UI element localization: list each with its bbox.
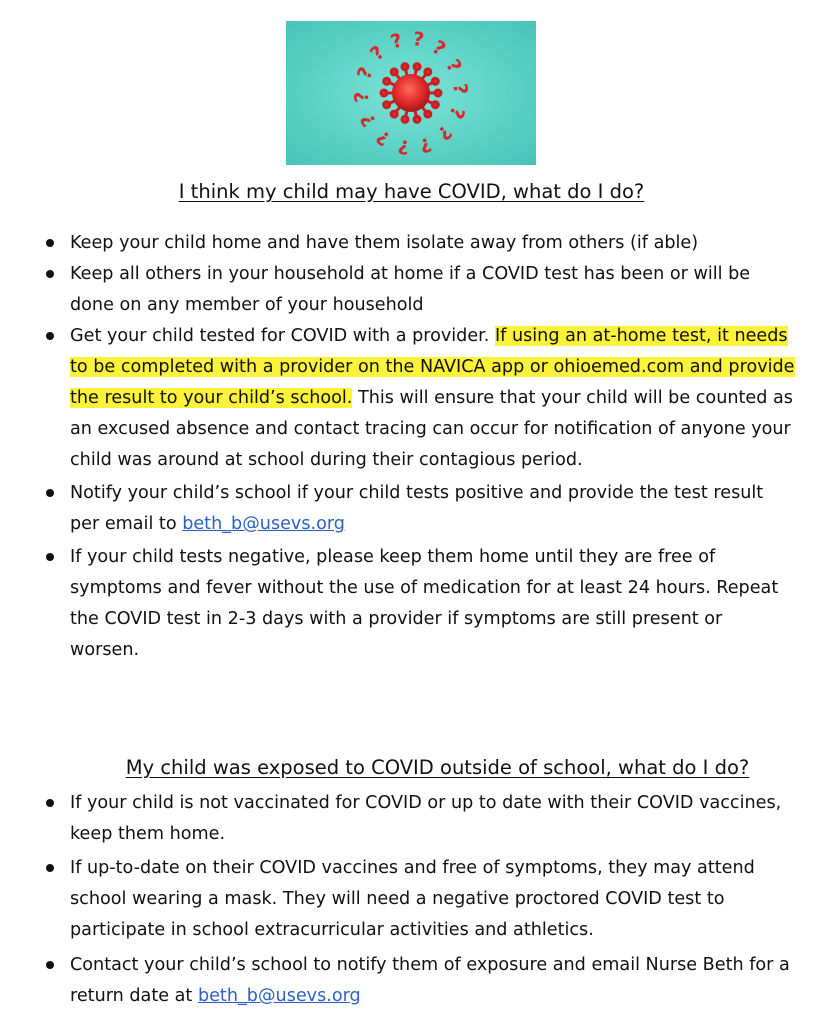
svg-text:?: ? (396, 134, 411, 159)
covid-illustration (286, 21, 536, 165)
svg-text:?: ? (448, 82, 472, 96)
section1-heading: I think my child may have COVID, what do I do? (178, 180, 645, 203)
svg-text:?: ? (388, 29, 406, 54)
svg-text:?: ? (444, 103, 469, 122)
svg-text:?: ? (432, 120, 456, 145)
svg-text:?: ? (356, 109, 381, 131)
highlighted-text: If using an at-home test, it needs to be completed with a provider on the NAVICA app or ohioemed.com and provide the result to your child’s school. (70, 326, 795, 408)
list-item: Notify your child’s school if your child tests positive and provide the test result per email to beth_b@usevs.org (36, 478, 796, 540)
svg-text:?: ? (416, 132, 434, 157)
svg-text:?: ? (427, 36, 450, 61)
list-item: Contact your child’s school to notify them of exposure and email Nurse Beth for a return date at beth_b@usevs.org (36, 950, 796, 1012)
list-item: Get your child tested for COVID with a provider. If using an at-home test, it needs to be completed with a provider on the NAVICA app or ohioemed.com and provide the result to your child’s school. This will ensure that your child will be counted as an excused absence and contact tracing can occur for notification of anyone your child was around at school during their contagious period. (36, 321, 796, 476)
email-link[interactable]: beth_b@usevs.org (197, 986, 361, 1006)
svg-text:?: ? (350, 90, 374, 104)
list-item: If your child tests negative, please keep them home until they are free of symptoms and fever without the use of medication for at least 24 hours. Repeat the COVID test in 2-3 days with a provider if symptoms are still present or worsen. (36, 542, 796, 666)
svg-text:?: ? (366, 41, 390, 66)
section2-heading: My child was exposed to COVID outside of school, what do I do? (125, 756, 750, 779)
section1-list (36, 228, 796, 666)
list-item: Keep all others in your household at home if a COVID test has been or will be done on any member of your household (36, 259, 796, 321)
svg-text:?: ? (441, 55, 466, 77)
covid-virus-icon (286, 21, 536, 165)
svg-text:?: ? (372, 125, 395, 150)
section2-list (36, 788, 796, 1012)
svg-text:?: ? (353, 64, 378, 83)
list-item: If up-to-date on their COVID vaccines and free of symptoms, they may attend school wearing a mask. They will need a negative proctored COVID test to participate in school extracurricular activities and athletics. (36, 853, 796, 946)
list-item: If your child is not vaccinated for COVID or up to date with their COVID vaccines, keep them home. (36, 788, 796, 850)
email-link[interactable]: beth_b@usevs.org (182, 514, 345, 534)
list-item: Keep your child home and have them isolate away from others (if able) (36, 228, 796, 259)
svg-text:?: ? (411, 27, 426, 52)
